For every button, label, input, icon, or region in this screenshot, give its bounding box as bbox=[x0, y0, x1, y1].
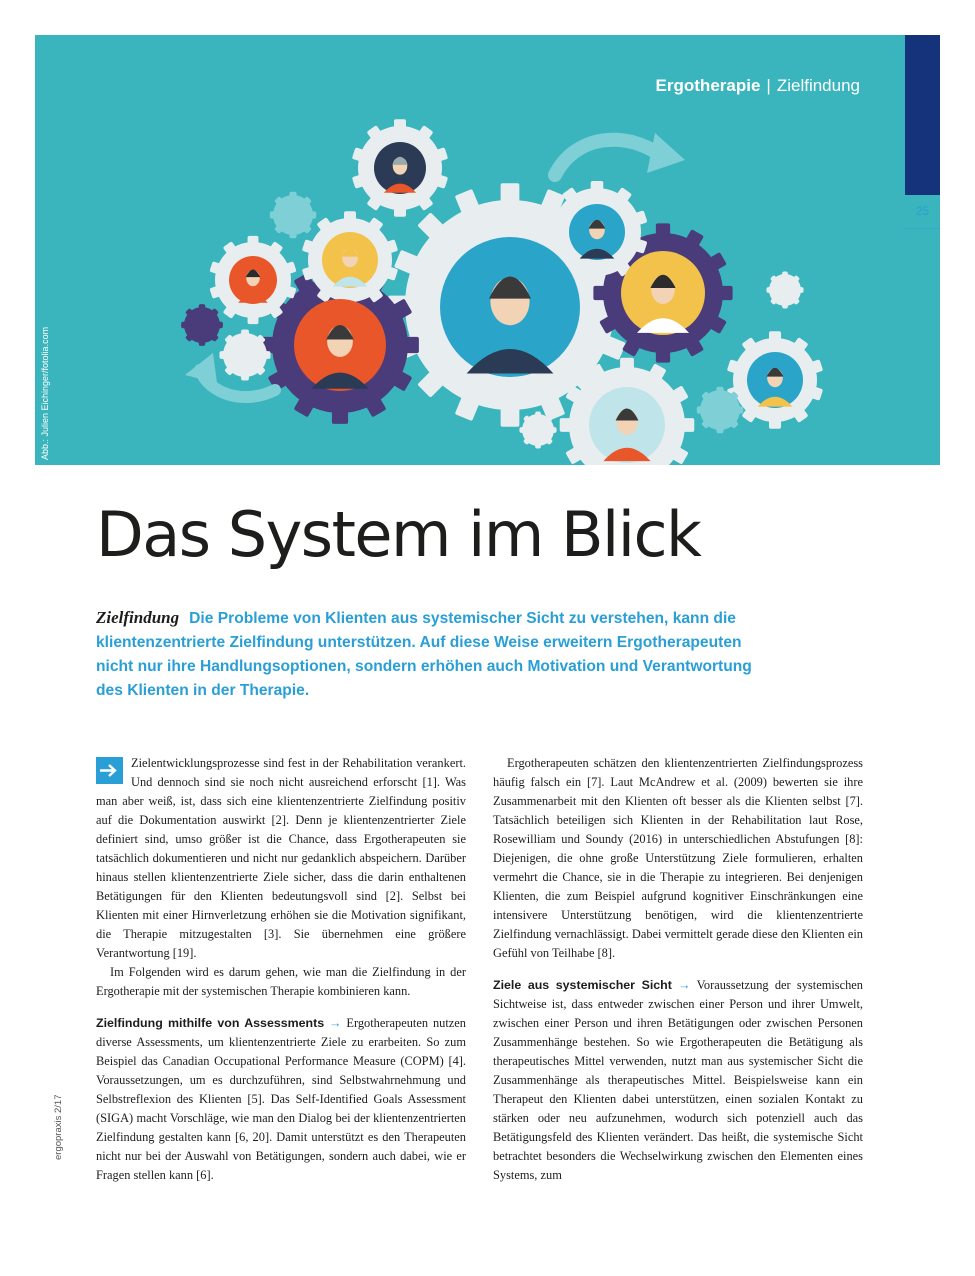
paragraph bbox=[96, 1014, 466, 1185]
header-category: Ergotherapie bbox=[655, 76, 761, 95]
subheading-assessments: Zielfindung mithilfe von Assessments bbox=[96, 1016, 325, 1030]
cycle-arrowhead-top bbox=[647, 133, 685, 173]
lead-kicker: Zielfindung bbox=[96, 608, 180, 627]
avatar bbox=[747, 352, 803, 408]
avatar bbox=[621, 251, 705, 335]
journal-footer: ergopraxis 2/17 bbox=[53, 1094, 64, 1160]
gear-teal-left bbox=[270, 192, 316, 238]
col1-p3: Ergotherapeuten nutzen diverse Assessments, um klientenzentrierte Ziele zu erarbeiten. So zum Beispiel das Canadian Occupational Performance Measure (COPM) [4]. Voraussetzungen, um es durchzuführen, sind Selbstwahrnehmung und Selbstreflexion des Klienten [5]. Das Self-Identified Goals Assessment (SIGA) macht Vorschläge, wie man den Dialog bei der klientenzentrierten Zielfindung gestalten kann [6, 20]. Damit unterstützt es den Therapeuten nicht nur bei der Auswahl von Betätigungen, sondern auch dabei, wie er Fragen stellen kann [6]. bbox=[96, 1016, 466, 1182]
gear-tiny-dark bbox=[181, 304, 223, 346]
subheading-systemic: Ziele aus systemischer Sicht bbox=[493, 978, 672, 992]
col1-p1: Zielentwicklungsprozesse sind fest in der Rehabilitation verankert. Und dennoch sind sie noch nicht ausreichend erforscht [1]. Was man aber weiß, ist, dass sich eine klientenzentrierte Zielfindung positiv auf die Dokumentation auswirkt [2]. Denn je klientenzentrierter Ziele definiert sind, umso größer ist die Chance, dass Ergotherapeuten sie tatsächlich dokumentieren und nicht nur gedanklich abspeichern. Darüber hinaus stellen klientenzentrierte Ziele sicher, dass die darin enthaltenen Betätigungen für den Klienten bedeutungsvoll sind [2]. Selbst bei Klienten mit einer Hirnverletzung erhöhen sie die Motivation signifikant, die Therapie mitzugestalten [3]. Sie übernehmen eine größere Verantwortung [19]. bbox=[96, 756, 466, 960]
page-tab bbox=[905, 35, 940, 195]
avatar bbox=[322, 232, 378, 288]
gears-people-illustration bbox=[35, 35, 940, 465]
avatar bbox=[294, 299, 386, 391]
gear-tiny-left bbox=[219, 329, 270, 380]
subheading-arrow-icon: → bbox=[329, 1016, 342, 1030]
page-number: 25 bbox=[915, 204, 930, 218]
gear-tiny-bottom bbox=[519, 411, 556, 448]
header-separator: | bbox=[766, 76, 771, 95]
page-number-rule bbox=[905, 228, 940, 229]
section-header bbox=[656, 76, 860, 96]
header-topic: Zielfindung bbox=[776, 76, 860, 95]
col2-p2: Voraussetzung der systemischen Sichtweise ist, dass entweder zwischen einer Person und ihrer Umwelt, zwischen einer Person und ihren Betätigungen oder zwischen Personen Zusammenhänge bestehen. So wie Ergotherapeuten die Betätigung als therapeutisches Mittel verwenden, nutzt man aus systemischer Sicht die Zusammenhänge als therapeutisches Mittel. Beispielsweise kann ein Therapeut den Klienten dabei unterstützen, einen sozialen Kontakt zu stärken oder neu aufzunehmen, wodurch sich potenziell auch das Betätigungsfeld des Klienten verändert. Das heißt, die systemische Sicht betrachtet besonders die Wechselwirkung zwischen den Elementen eines Systems, zum bbox=[493, 978, 863, 1182]
paragraph bbox=[96, 754, 466, 963]
gear-tiny-right bbox=[766, 271, 803, 308]
lead-paragraph bbox=[96, 606, 776, 703]
col1-p2: Im Folgenden wird es darum gehen, wie man die Zielfindung in der Ergotherapie mit der systemischen Therapie kombinieren kann. bbox=[96, 965, 466, 998]
text-column-right bbox=[493, 754, 863, 1185]
lead-text: Die Probleme von Klienten aus systemischer Sicht zu verstehen, kann die klientenzentrierte Zielfindung unterstützen. Auf diese Weise erweitern Ergotherapeuten nicht nur ihre Handlungsoptionen, sondern erhöhen auch Motivation und Verantwortung des Klienten in der Therapie. bbox=[96, 610, 752, 699]
gear-tiny-teal bbox=[697, 387, 743, 433]
avatar bbox=[569, 204, 625, 260]
article-start-arrow-icon bbox=[96, 757, 123, 784]
avatar bbox=[440, 237, 580, 377]
cycle-arrow-top bbox=[555, 140, 660, 175]
avatar bbox=[374, 142, 426, 194]
paragraph bbox=[493, 976, 863, 1185]
col2-p1: Ergotherapeuten schätzen den klientenzentrierten Zielfindungsprozess häufig falsch ein [7]. Laut McAndrew et al. (2009) bewerten sie ihre Zusammenarbeit mit den Klienten oft besser als die Klienten selbst [7]. Tatsächlich beteiligen sich Klienten in der Rehabilitation laut Rose, Rosewilliam und Soundy (2016) in unterschiedlichen Abstufungen [8]: Diejenigen, die ohne große Unterstützung Ziele formulieren, erhalten vermehrt die Chance, sie in die Therapie zu integrieren. Bei denjenigen Klienten, die zum Beispiel aufgrund kognitiver Einschränkungen eine intensivere Unterstützung benötigen, wird die klientenzentrierte Zielfindung vernachlässigt. Dabei vermittelt gerade diese den Klienten ein Gefühl von Teilhabe [8]. bbox=[493, 756, 863, 960]
avatar bbox=[589, 387, 665, 463]
page-title: Das System im Blick bbox=[96, 498, 701, 571]
text-column-left bbox=[96, 754, 466, 1185]
hero-illustration bbox=[35, 35, 940, 465]
avatar bbox=[229, 256, 277, 304]
subheading-arrow-icon: → bbox=[678, 978, 691, 992]
image-credit: Abb.: Julien Eichinger/fotolia.com bbox=[40, 326, 50, 460]
cycle-arrowhead-bottom bbox=[185, 353, 217, 383]
